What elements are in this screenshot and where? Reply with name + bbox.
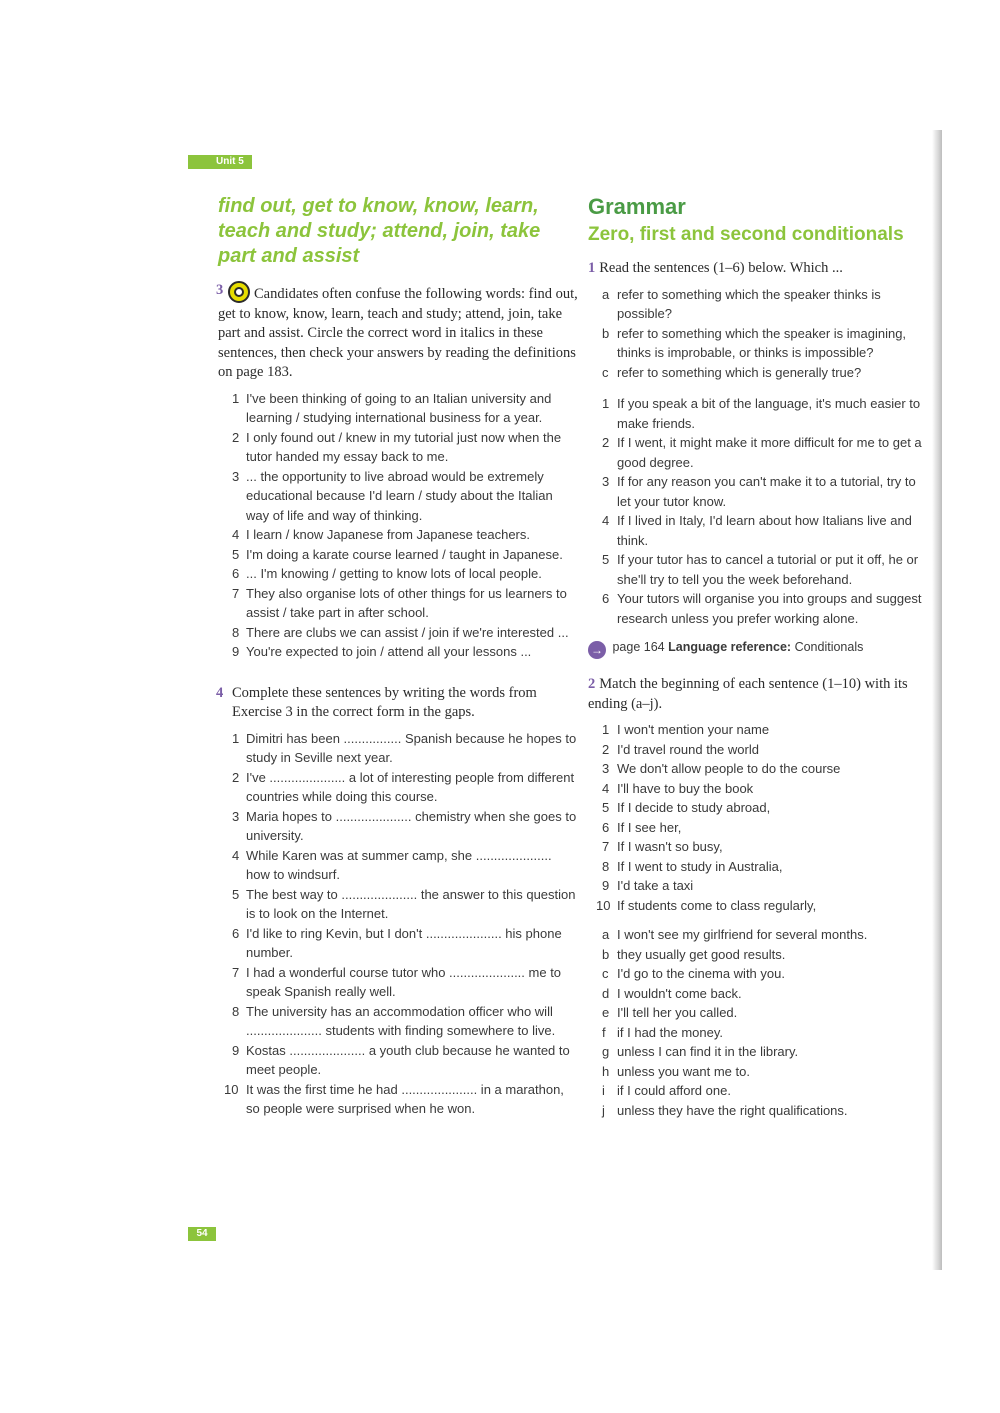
item-text: refer to something which is generally true? (617, 364, 862, 380)
item-number: 5 (602, 800, 610, 815)
reference-label: Language reference: (668, 640, 792, 654)
right-column (588, 194, 933, 1120)
item-number: 6 (602, 591, 610, 606)
item-number: 2 (232, 429, 240, 445)
exercise-4-list (218, 729, 578, 1119)
exercise-2-instruction (588, 675, 933, 714)
list-item (588, 798, 933, 818)
exercise-2-items (588, 720, 933, 915)
instruction-text: Complete these sentences by writing the words from Exercise 3 in the correct form in the gaps. (232, 684, 537, 720)
item-number: j (602, 1102, 605, 1118)
item-number: b (602, 946, 610, 962)
reference-topic: Conditionals (794, 640, 864, 654)
list-item (218, 467, 578, 526)
item-text: I'll have to buy the book (617, 780, 754, 796)
exercise-number: 2 (588, 676, 596, 692)
item-text: If for any reason you can't make it to a tutorial, try to let your tutor know. (617, 474, 916, 509)
item-text: unless I can find it in the library. (617, 1044, 799, 1059)
item-text: You're expected to join / attend all your lessons ... (246, 644, 532, 659)
item-number: 6 (232, 566, 240, 581)
item-text: unless you want me to. (617, 1063, 750, 1079)
item-text: If I wasn't so busy, (617, 839, 723, 854)
item-number: 3 (602, 474, 610, 489)
list-item (588, 1003, 933, 1023)
item-text: I learn / know Japanese from Japanese teachers. (246, 527, 530, 542)
reference-page: page 164 (612, 640, 665, 654)
list-item (588, 433, 933, 472)
item-text: ... the opportunity to live abroad would be extremely educational because I'd learn / study about the Italian way of life and way of thinking. (246, 468, 553, 523)
item-number: 4 (232, 847, 240, 863)
list-item (588, 779, 933, 799)
item-number: b (602, 325, 610, 341)
item-text: I've ..................... a lot of interesting people from different countries while doing this course. (246, 769, 575, 804)
item-number: 6 (232, 925, 240, 941)
exercise-1-items (588, 394, 933, 628)
item-number: 4 (602, 513, 610, 528)
list-item (588, 394, 933, 433)
list-item (588, 720, 933, 740)
arrow-right-icon: → (588, 641, 606, 659)
item-number: 1 (602, 722, 610, 737)
item-number: d (602, 985, 610, 1001)
item-number: 3 (232, 468, 240, 484)
item-number: g (602, 1044, 610, 1059)
item-text: If I went, it might make it more difficult for me to get a good degree. (617, 435, 922, 470)
item-text: Kostas ..................... a youth club because he wanted to meet people. (246, 1042, 570, 1077)
item-text: If I decide to study abroad, (617, 800, 771, 815)
list-item (588, 324, 933, 363)
list-item (218, 1080, 578, 1119)
language-reference[interactable] (588, 638, 933, 659)
item-number: 2 (232, 769, 240, 785)
list-item (588, 818, 933, 838)
list-item (218, 1002, 578, 1041)
item-text: If I see her, (617, 819, 682, 835)
exercise-3-list (218, 389, 578, 662)
item-text: I'll tell her you called. (617, 1005, 738, 1020)
item-text: There are clubs we can assist / join if we're interested ... (246, 624, 569, 640)
item-text: I won't see my girlfriend for several months. (617, 927, 868, 942)
item-number: c (602, 966, 609, 981)
item-number: a (602, 286, 610, 302)
list-item (588, 550, 933, 589)
instruction-text: Match the beginning of each sentence (1–10) with its ending (a–j). (588, 676, 908, 712)
item-number: 9 (232, 644, 240, 659)
instruction-text: Read the sentences (1–6) below. Which ... (599, 260, 843, 276)
page-number: 54 (188, 1227, 216, 1241)
item-text: If you speak a bit of the language, it's much easier to make friends. (617, 396, 921, 431)
list-item (218, 389, 578, 428)
item-number: 8 (232, 624, 240, 640)
item-text: I won't mention your name (617, 722, 770, 737)
left-column (218, 194, 578, 1119)
list-item (588, 740, 933, 760)
item-text: If your tutor has to cancel a tutorial or put it off, he or she'll try to tell you the week beforehand. (617, 552, 919, 587)
item-number: 3 (602, 761, 610, 776)
grammar-subtitle: Zero, first and second conditionals (588, 224, 904, 245)
item-text: The best way to ..................... the answer to this question is to look on the Internet. (246, 886, 576, 921)
item-number: 7 (232, 585, 240, 601)
item-text: It was the first time he had ..................... in a marathon, so people were surprised when he won. (246, 1081, 564, 1116)
list-item (218, 642, 578, 662)
item-text: I only found out / knew in my tutorial just now when the tutor handed my essay back to me. (246, 429, 562, 464)
list-item (588, 837, 933, 857)
item-number: 7 (602, 839, 610, 854)
list-item (218, 623, 578, 643)
list-item (218, 428, 578, 467)
exercise-1-instruction (588, 259, 933, 279)
item-number: 1 (232, 730, 240, 746)
item-number: 5 (232, 886, 240, 902)
item-number: 2 (602, 435, 610, 450)
section-title: find out, get to know, know, learn, teach and study; attend, join, take part and assist (218, 195, 541, 267)
list-item (588, 589, 933, 628)
list-item (588, 984, 933, 1004)
exam-alert-icon (228, 281, 250, 303)
list-item (588, 896, 933, 916)
item-text: I had a wonderful course tutor who ..................... me to speak Spanish really well. (246, 964, 562, 999)
list-item (218, 584, 578, 623)
item-text: They also organise lots of other things for us learners to assist / take part in after school. (246, 585, 567, 620)
list-item (588, 1023, 933, 1043)
item-text: I'd go to the cinema with you. (617, 966, 785, 981)
list-item (588, 964, 933, 984)
item-number: i (602, 1083, 605, 1098)
item-text: refer to something which the speaker thinks is possible? (617, 286, 881, 321)
exercise-number: 4 (216, 684, 224, 701)
item-text: if I had the money. (617, 1024, 723, 1040)
list-item (588, 945, 933, 965)
list-item (218, 564, 578, 584)
page-edge-shadow (932, 130, 942, 1270)
list-item (218, 807, 578, 846)
exercise-number: 1 (588, 260, 596, 276)
item-text: I'm doing a karate course learned / taught in Japanese. (246, 546, 563, 562)
list-item (588, 472, 933, 511)
item-text: The university has an accommodation officer who will ..................... students with finding somewhere to live. (246, 1003, 556, 1038)
list-item (588, 1062, 933, 1082)
list-item (218, 963, 578, 1002)
instruction-text: Candidates often confuse the following words: find out, get to know, know, learn, teach and study; attend, join, take part and assist. Circle the correct word in italics in these sentences, then check your answers by reading the definitions on page 183. (218, 286, 578, 380)
list-item (588, 857, 933, 877)
list-item (588, 363, 933, 383)
item-number: a (602, 927, 610, 942)
item-text: they usually get good results. (617, 946, 786, 962)
item-number: 9 (602, 878, 610, 893)
item-number: 4 (602, 780, 610, 796)
list-item (588, 1042, 933, 1062)
item-number: 8 (232, 1003, 240, 1019)
item-text: We don't allow people to do the course (617, 761, 841, 776)
item-text: If students come to class regularly, (617, 897, 817, 913)
item-number: 5 (232, 546, 240, 562)
item-number: 1 (232, 390, 240, 406)
grammar-title: Grammar (588, 194, 686, 219)
list-item (588, 511, 933, 550)
list-item (218, 885, 578, 924)
list-item (588, 1081, 933, 1101)
item-text: refer to something which the speaker is imagining, thinks is improbable, or thinks is impossible? (617, 325, 907, 360)
item-text: I'd travel round the world (617, 741, 759, 757)
unit-tab: Unit 5 (188, 155, 252, 169)
item-number: 10 (596, 897, 611, 913)
list-item (588, 925, 933, 945)
item-number: f (602, 1024, 606, 1040)
list-item (218, 545, 578, 565)
exercise-1-options (588, 285, 933, 383)
item-text: I've been thinking of going to an Italian university and learning / studying international business for a year. (246, 390, 552, 425)
item-text: Maria hopes to ..................... chemistry when she goes to university. (246, 808, 577, 843)
item-text: If I went to study in Australia, (617, 858, 783, 874)
list-item (588, 1101, 933, 1121)
exercise-number: 3 (216, 282, 224, 298)
list-item (218, 846, 578, 885)
item-number: 10 (224, 1081, 239, 1097)
item-text: unless they have the right qualifications. (617, 1102, 848, 1118)
exercise-3-instruction (218, 281, 578, 383)
item-text: If I lived in Italy, I'd learn about how Italians live and think. (617, 513, 912, 548)
item-text: I'd take a taxi (617, 878, 694, 893)
item-number: 6 (602, 819, 610, 835)
item-number: 3 (232, 808, 240, 824)
exercise-4-instruction (218, 684, 578, 723)
list-item (218, 525, 578, 545)
item-text: I wouldn't come back. (617, 985, 742, 1001)
list-item (588, 759, 933, 779)
item-text: Dimitri has been ................ Spanish because he hopes to study in Seville next year. (246, 730, 577, 765)
item-number: e (602, 1005, 610, 1020)
item-text: ... I'm knowing / getting to know lots of local people. (246, 566, 542, 581)
list-item (588, 876, 933, 896)
list-item (588, 285, 933, 324)
item-text: While Karen was at summer camp, she ..................... how to windsurf. (246, 847, 552, 882)
item-number: h (602, 1063, 610, 1079)
item-number: 5 (602, 552, 610, 567)
item-number: 4 (232, 527, 240, 542)
item-number: c (602, 364, 609, 380)
item-number: 1 (602, 396, 610, 411)
item-number: 2 (602, 741, 610, 757)
list-item (218, 924, 578, 963)
list-item (218, 729, 578, 768)
exercise-2-endings (588, 925, 933, 1120)
item-text: Your tutors will organise you into groups and suggest research unless you prefer working alone. (617, 591, 922, 626)
item-number: 8 (602, 858, 610, 874)
item-text: I'd like to ring Kevin, but I don't ..................... his phone number. (246, 925, 562, 960)
item-number: 9 (232, 1042, 240, 1058)
list-item (218, 768, 578, 807)
item-number: 7 (232, 964, 240, 980)
item-text: if I could afford one. (617, 1083, 731, 1098)
list-item (218, 1041, 578, 1080)
